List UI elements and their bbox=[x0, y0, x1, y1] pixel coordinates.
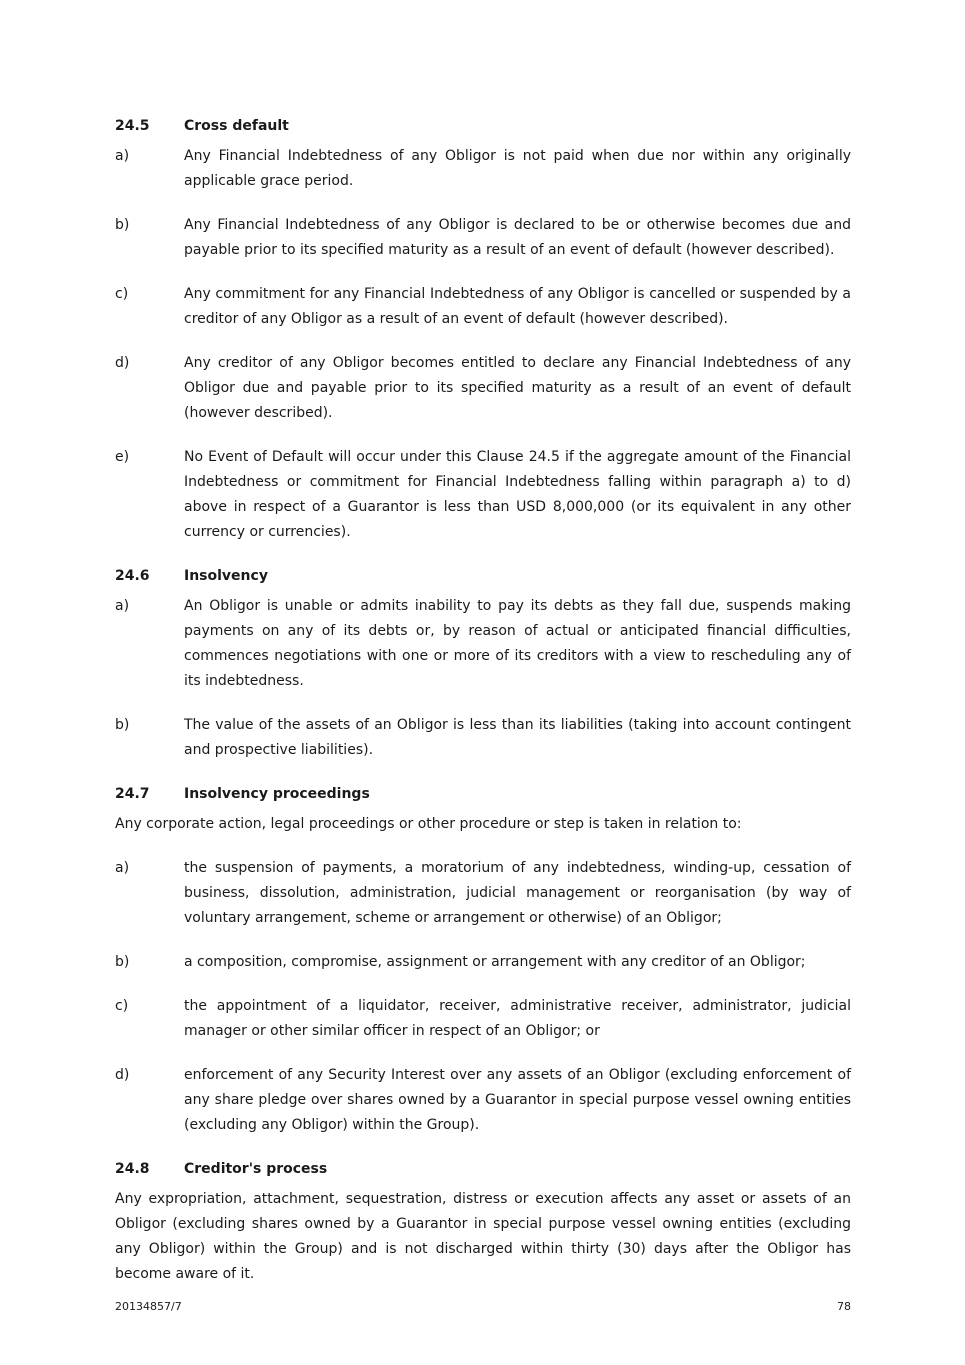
list-item bbox=[115, 213, 851, 263]
section-heading-24-7 bbox=[115, 782, 851, 807]
list-item bbox=[115, 144, 851, 194]
item-label: c) bbox=[115, 286, 129, 302]
item-text: Any commitment for any Financial Indebtedness of any Obligor is cancelled or suspended by a creditor of any Obligor as a result of an event of default (however described). bbox=[184, 286, 851, 327]
section-title: Insolvency bbox=[184, 568, 268, 584]
list-item bbox=[115, 445, 851, 545]
item-label: a) bbox=[115, 860, 130, 876]
page-footer bbox=[115, 1300, 851, 1314]
section-heading-24-5 bbox=[115, 114, 851, 139]
list-item bbox=[115, 950, 851, 975]
item-label: e) bbox=[115, 449, 130, 465]
item-label: a) bbox=[115, 598, 130, 614]
section-heading-24-6 bbox=[115, 564, 851, 589]
item-text: Any creditor of any Obligor becomes entitled to declare any Financial Indebtedness of any Obligor due and payable prior to its specified maturity as a result of an event of default (however described). bbox=[184, 355, 851, 421]
item-label: b) bbox=[115, 954, 130, 970]
page-number: 78 bbox=[837, 1300, 851, 1313]
list-item bbox=[115, 351, 851, 426]
section-number: 24.5 bbox=[115, 118, 150, 134]
item-text: Any Financial Indebtedness of any Obligor is not paid when due nor within any originally applicable grace period. bbox=[184, 148, 851, 189]
section-heading-24-8 bbox=[115, 1157, 851, 1182]
item-label: c) bbox=[115, 998, 129, 1014]
item-text: the appointment of a liquidator, receiver, administrative receiver, administrator, judicial manager or other similar officer in respect of an Obligor; or bbox=[184, 998, 851, 1039]
item-text: Any Financial Indebtedness of any Obligor is declared to be or otherwise becomes due and payable prior to its specified maturity as a result of an event of default (however described). bbox=[184, 217, 851, 258]
section-number: 24.7 bbox=[115, 786, 150, 802]
section-title: Creditor's process bbox=[184, 1161, 328, 1177]
section-title: Cross default bbox=[184, 118, 289, 134]
item-label: a) bbox=[115, 148, 130, 164]
item-text: the suspension of payments, a moratorium of any indebtedness, winding-up, cessation of business, dissolution, administration, judicial management or reorganisation (by way of voluntary arrangement, scheme or arrangement or otherwise) of an Obligor; bbox=[184, 860, 851, 926]
item-label: d) bbox=[115, 355, 130, 371]
item-text: a composition, compromise, assignment or arrangement with any creditor of an Obligor; bbox=[184, 954, 806, 970]
item-label: b) bbox=[115, 217, 130, 233]
item-label: b) bbox=[115, 717, 130, 733]
list-item bbox=[115, 713, 851, 763]
document-reference: 20134857/7 bbox=[115, 1300, 182, 1313]
section-number: 24.6 bbox=[115, 568, 150, 584]
item-label: d) bbox=[115, 1067, 130, 1083]
list-item bbox=[115, 856, 851, 931]
list-item bbox=[115, 594, 851, 694]
section-title: Insolvency proceedings bbox=[184, 786, 370, 802]
item-text: No Event of Default will occur under this Clause 24.5 if the aggregate amount of the Financial Indebtedness or commitment for Financial Indebtedness falling within paragraph a) to d) above in respect of a Guarantor is less than USD 8,000,000 (or its equivalent in any other currency or currencies). bbox=[184, 449, 851, 540]
list-item bbox=[115, 994, 851, 1044]
section-number: 24.8 bbox=[115, 1161, 150, 1177]
page-content bbox=[115, 114, 851, 1287]
list-item bbox=[115, 282, 851, 332]
item-text: The value of the assets of an Obligor is less than its liabilities (taking into account contingent and prospective liabilities). bbox=[184, 717, 851, 758]
section-paragraph: Any expropriation, attachment, sequestration, distress or execution affects any asset or assets of an Obligor (excluding shares owned by a Guarantor in special purpose vessel owning entities (excluding any Obligor) within the Group) and is not discharged within thirty (30) days after the Obligor has become aware of it. bbox=[115, 1191, 851, 1282]
list-item bbox=[115, 1063, 851, 1138]
item-text: enforcement of any Security Interest over any assets of an Obligor (excluding enforcement of any share pledge over shares owned by a Guarantor in special purpose vessel owning entities (excluding any Obligor) within the Group). bbox=[184, 1067, 851, 1133]
section-intro: Any corporate action, legal proceedings or other procedure or step is taken in relation to: bbox=[115, 816, 742, 832]
item-text: An Obligor is unable or admits inability to pay its debts as they fall due, suspends making payments on any of its debts or, by reason of actual or anticipated financial difficulties, commences negotiations with one or more of its creditors with a view to rescheduling any of its indebtedness. bbox=[184, 598, 851, 689]
